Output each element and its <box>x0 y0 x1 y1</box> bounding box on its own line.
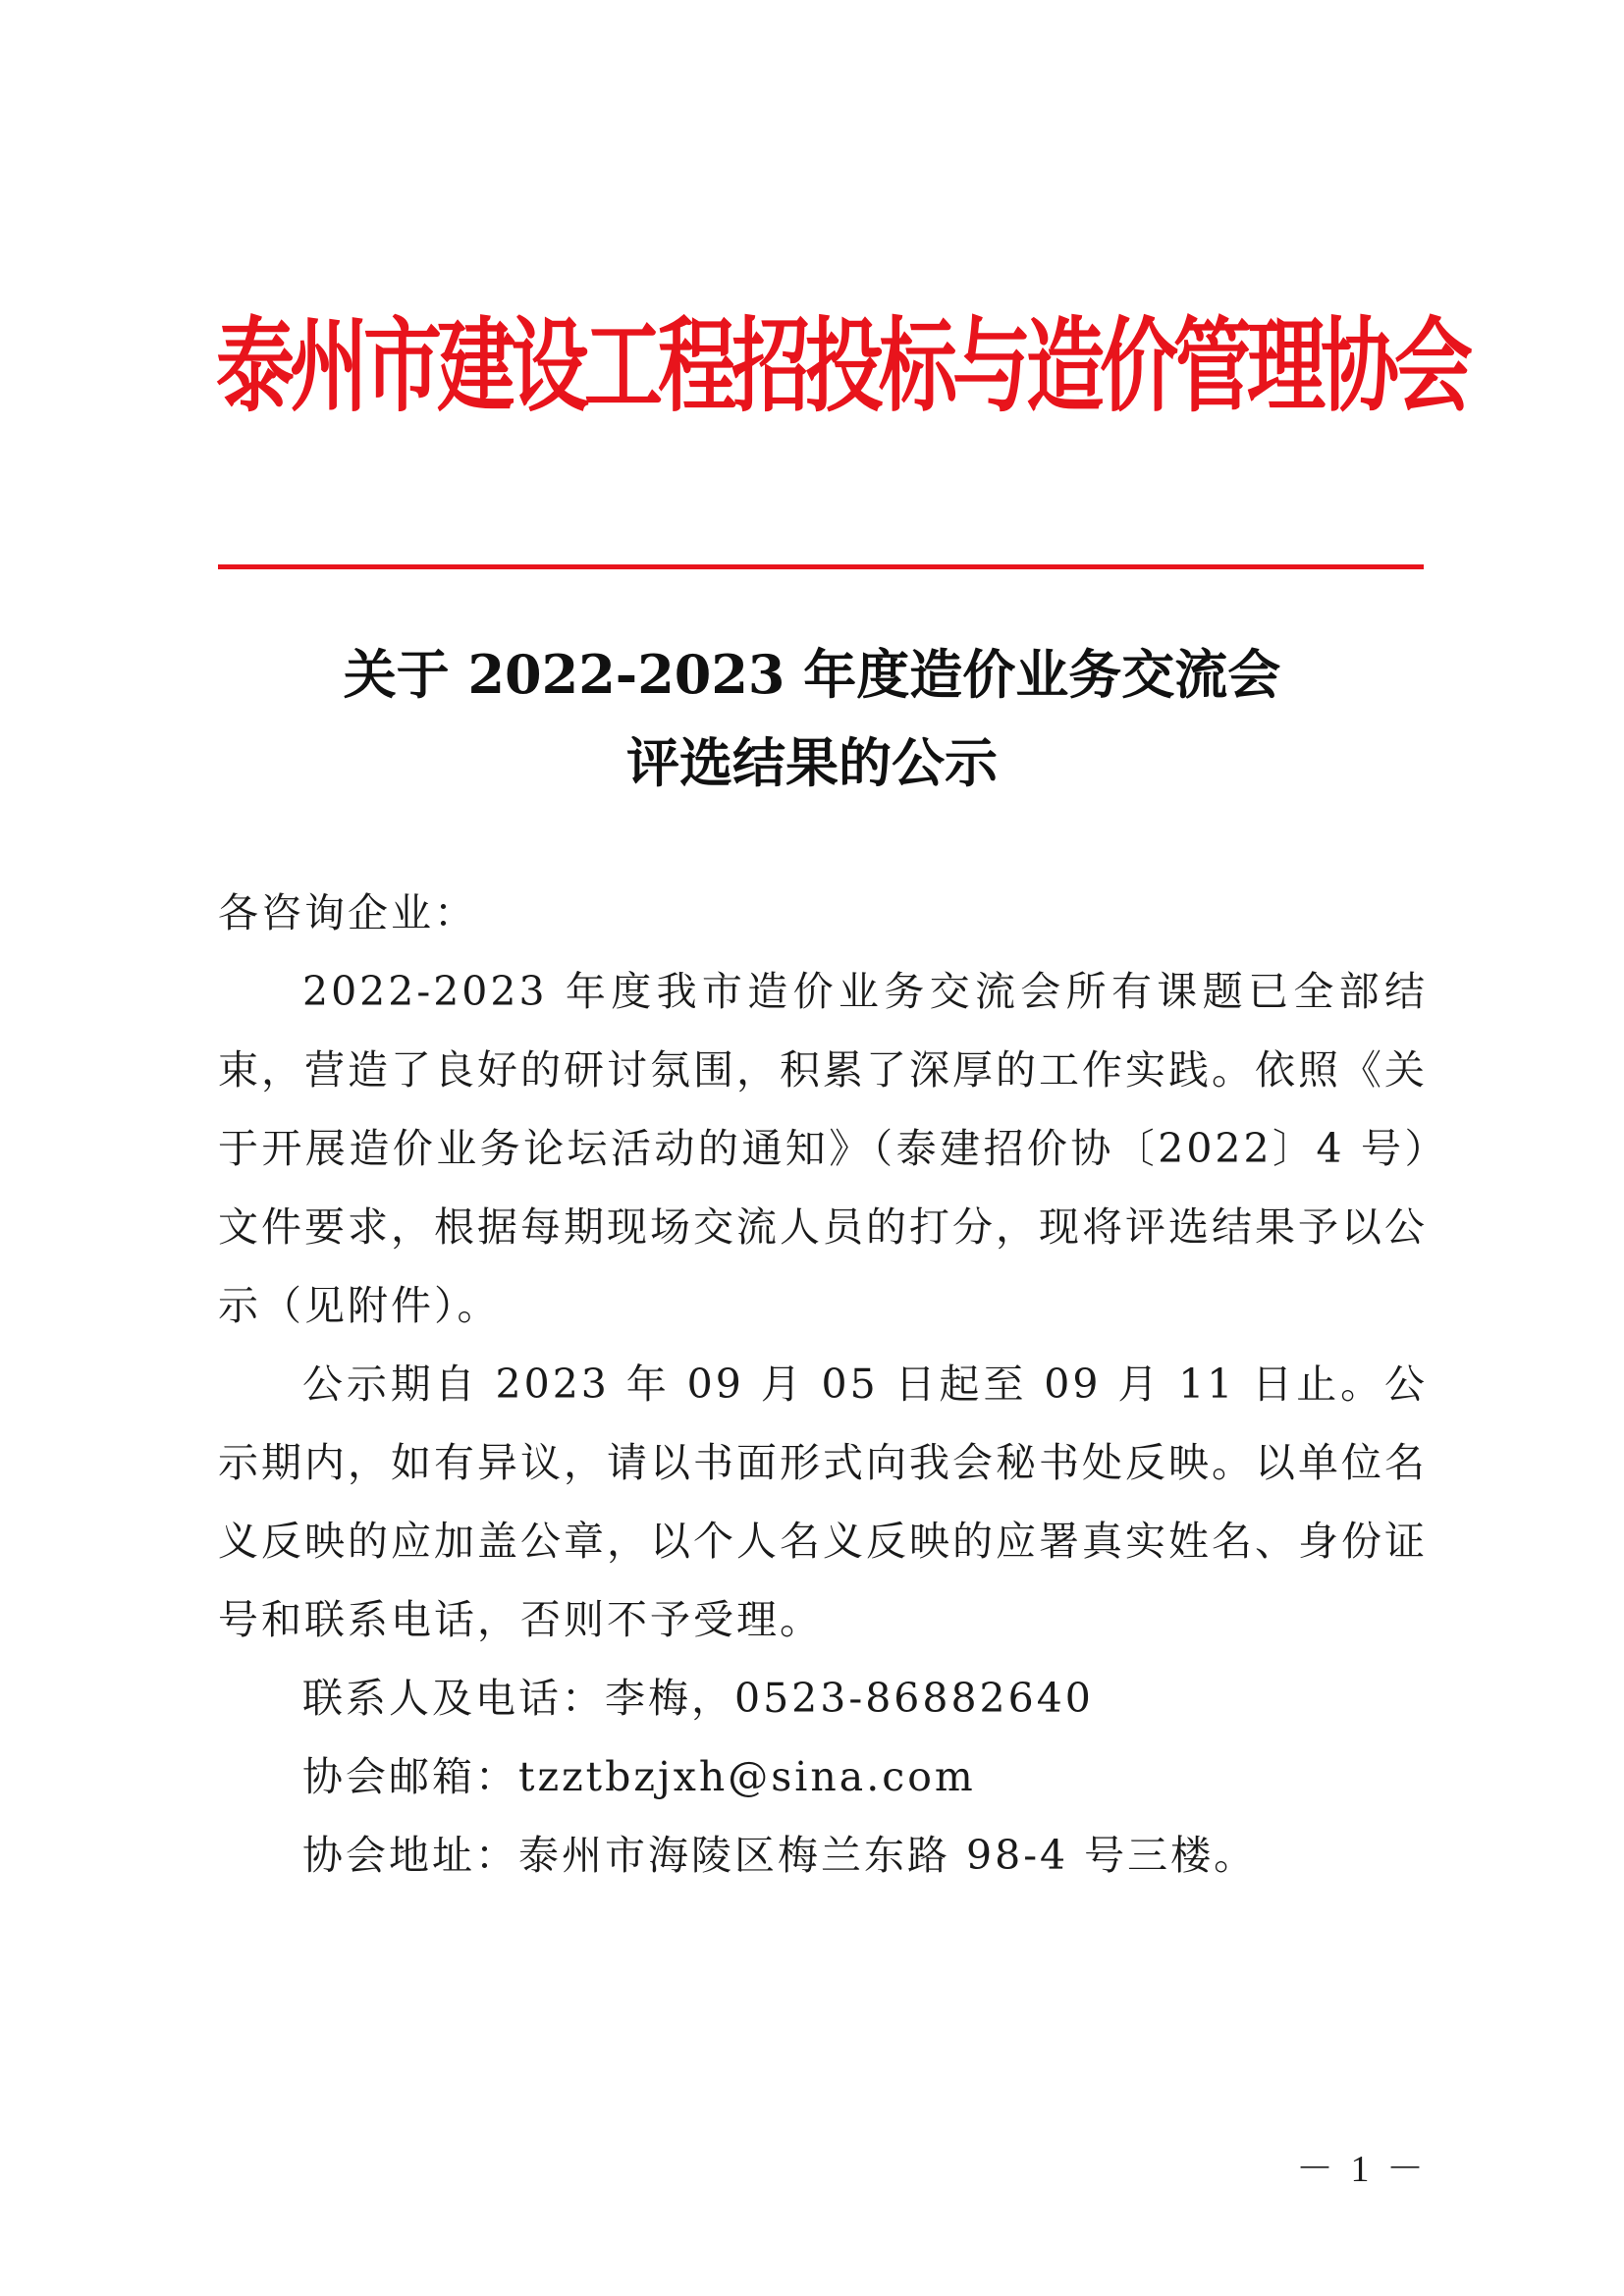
contact-address: 协会地址：泰州市海陵区梅兰东路 98-4 号三楼。 <box>302 1832 1258 1879</box>
salutation-text: 各咨询企业： <box>218 889 477 936</box>
paragraph-1 <box>218 952 1428 1345</box>
contact-block <box>218 1659 1428 1895</box>
header-divider <box>218 564 1424 569</box>
contact-email: 协会邮箱：tzztbzjxh@sina.com <box>302 1753 976 1800</box>
organization-header: 泰州市建设工程招投标与造价管理协会 <box>216 305 1468 426</box>
salutation <box>218 874 1428 952</box>
document-title-line-1: 关于 2022-2023 年度造价业务交流会 <box>343 643 1281 706</box>
paragraph-2-text: 公示期自 2023 年 09 月 05 日起至 09 月 11 日止。公示期内，如有异议，请以书面形式向我会秘书处反映。以单位名义反映的应加盖公章，以个人名义反映的应署真实姓名、身份证号和联系电话，否则不予受理。 <box>218 1361 1428 1643</box>
document-title-line-2: 评选结果的公示 <box>626 731 998 794</box>
contact-person: 联系人及电话：李梅，0523-86882640 <box>302 1675 1094 1722</box>
paragraph-2 <box>218 1345 1428 1659</box>
paragraph-1-text: 2022-2023 年度我市造价业务交流会所有课题已全部结束，营造了良好的研讨氛围，积累了深厚的工作实践。依照《关于开展造价业务论坛活动的通知》（泰建招价协〔2022〕4 号）文件要求，根据每期现场交流人员的打分，现将评选结果予以公示（见附件）。 <box>218 968 1428 1329</box>
page-number: － 1 － <box>1296 2149 1429 2190</box>
